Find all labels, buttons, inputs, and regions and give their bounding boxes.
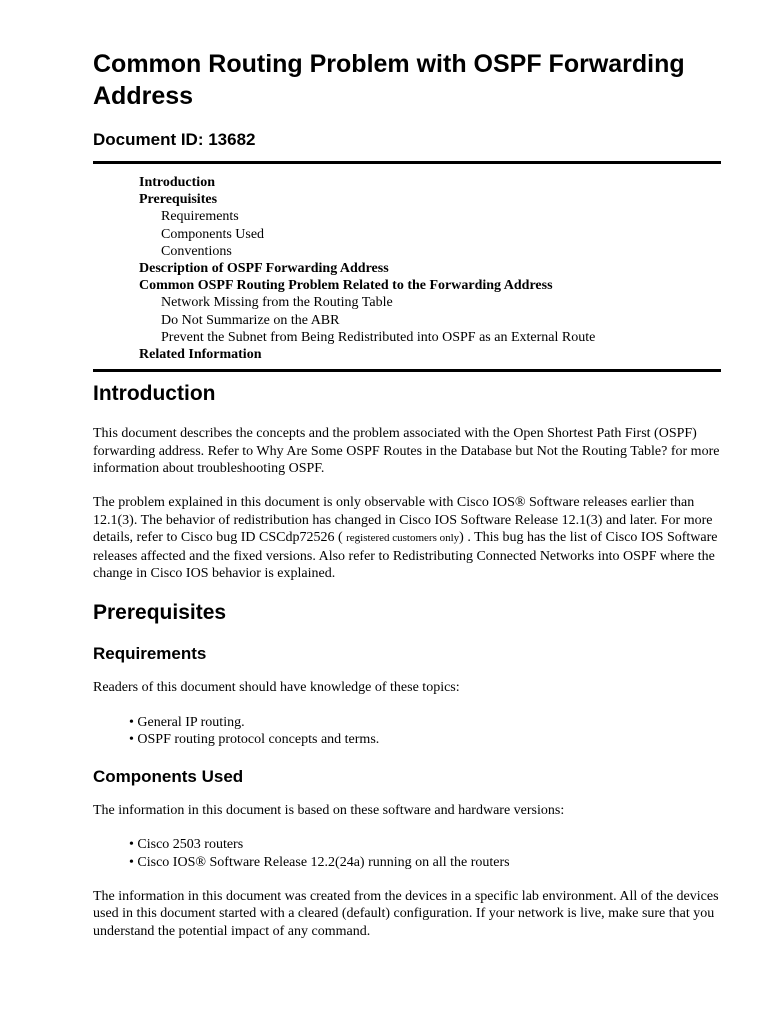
introduction-paragraph-1: This document describes the concepts and the problem associated with the Open Shortest Path First (OSPF) forwarding address. Refer to Why Are Some OSPF Routes in the Database but Not the Routing Table? for more information about troubleshooting OSPF. [93, 426, 720, 477]
list-item: • Cisco IOS® Software Release 12.2(24a) running on all the routers [129, 854, 721, 871]
toc-link-description[interactable]: Description of OSPF Forwarding Address [139, 261, 389, 277]
requirements-heading: Requirements [93, 644, 207, 664]
prerequisites-heading: Prerequisites [93, 601, 227, 625]
toc-link-components-used[interactable]: Components Used [161, 226, 265, 242]
toc-link-introduction[interactable]: Introduction [139, 175, 215, 190]
requirements-intro: Readers of this document should have knowledge of these topics: [93, 680, 460, 696]
components-list [93, 836, 721, 871]
toc-link-do-not-summarize[interactable]: Do Not Summarize on the ABR [161, 312, 340, 328]
toc-link-conventions[interactable]: Conventions [161, 243, 232, 259]
toc-link-prerequisites[interactable]: Prerequisites [139, 192, 218, 208]
components-intro: The information in this document is based on these software and hardware versions: [93, 802, 565, 818]
intro-p2-text-b: ) . This bug has the list of Cisco IOS Software releases affected and the fixed versions. Also refer to Redistributing Connected Networks into OSPF where the change in Cisco IOS behavior is explained. [93, 530, 718, 582]
list-item: • General IP routing. [129, 714, 721, 731]
document-content [93, 48, 721, 940]
toc-link-common-problem[interactable]: Common OSPF Routing Problem Related to the Forwarding Address [139, 278, 553, 294]
introduction-paragraph-2 [93, 494, 721, 582]
table-of-contents [93, 164, 721, 369]
intro-p2-text-a: The problem explained in this document is only observable with Cisco IOS® Software releases earlier than 12.1(3). The behavior of redistribution has changed in Cisco IOS Software Release 12.1(3) and later. For more details, refer to Cisco bug ID CSCdp72526 ( [93, 495, 713, 546]
requirements-list [93, 714, 721, 749]
list-item: • OSPF routing protocol concepts and terms. [129, 731, 721, 748]
divider-bottom [93, 369, 721, 372]
toc-link-related-information[interactable]: Related Information [139, 347, 262, 363]
components-outro: The information in this document was created from the devices in a specific lab environment. All of the devices used in this document started with a cleared (default) configuration. If your network is live, make sure that you understand the potential impact of any command. [93, 888, 719, 939]
document-id: Document ID: 13682 [93, 130, 256, 149]
registered-customers-note: registered customers only [346, 532, 460, 545]
introduction-heading: Introduction [93, 382, 216, 406]
toc-link-prevent-subnet[interactable]: Prevent the Subnet from Being Redistributed into OSPF as an External Route [161, 329, 596, 345]
components-used-heading: Components Used [93, 766, 244, 786]
list-item: • Cisco 2503 routers [129, 836, 721, 853]
page-title: Common Routing Problem with OSPF Forwarding Address [93, 50, 685, 110]
toc-link-requirements[interactable]: Requirements [161, 209, 239, 225]
toc-link-network-missing[interactable]: Network Missing from the Routing Table [161, 295, 393, 311]
